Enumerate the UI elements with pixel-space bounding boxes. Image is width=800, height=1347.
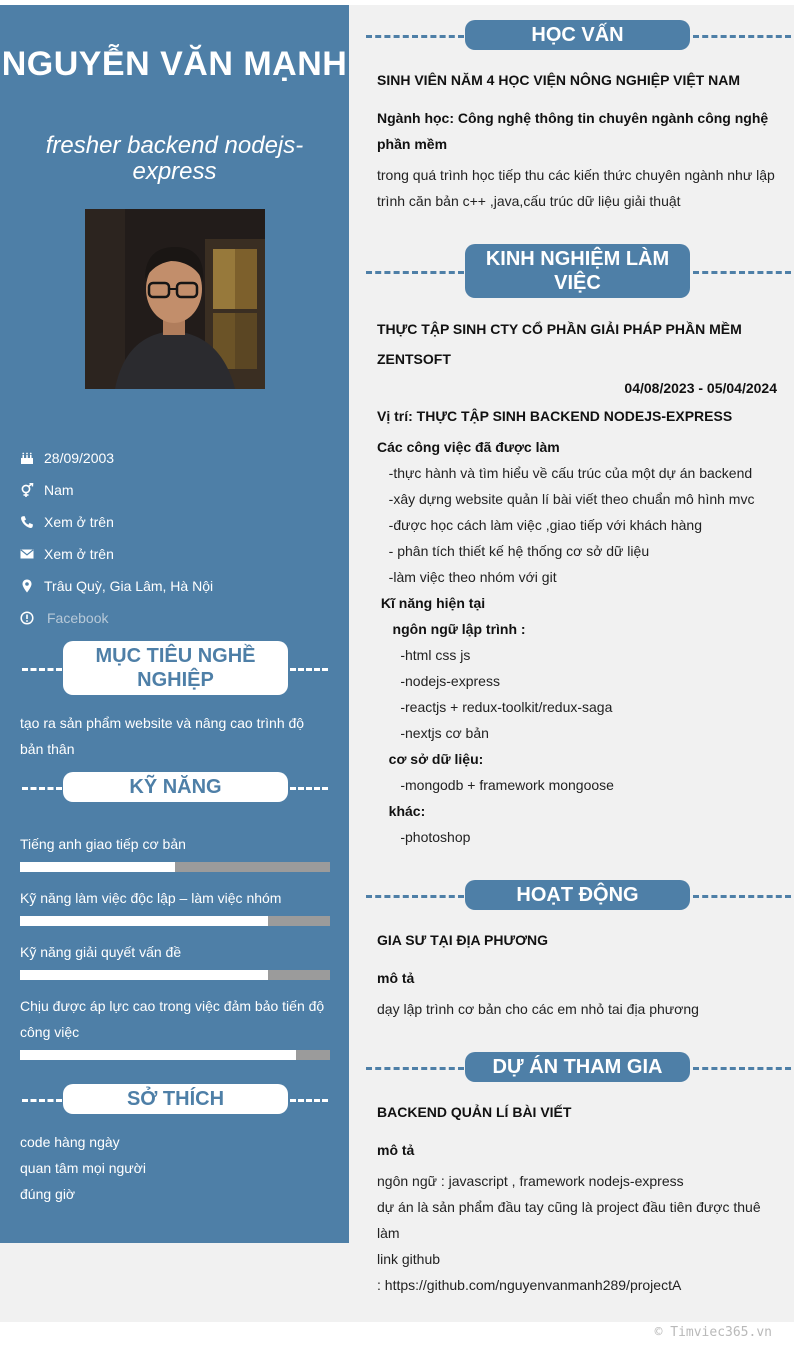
contact-email xyxy=(20,538,340,570)
experience-line: -mongodb + framework mongoose xyxy=(377,777,614,793)
heading-divider xyxy=(22,1099,62,1102)
skill-bar xyxy=(20,916,330,926)
heading-divider xyxy=(290,1099,328,1102)
hobbies-heading xyxy=(0,1084,349,1114)
heading-divider xyxy=(22,787,62,790)
project-name: BACKEND QUẢN LÍ BÀI VIẾT xyxy=(377,1104,572,1120)
email-value: Xem ở trên xyxy=(44,546,114,562)
skill-bar-fill xyxy=(20,970,268,980)
heading-divider xyxy=(290,787,328,790)
activity-description: dạy lập trình cơ bản cho các em nhỏ tai địa phương xyxy=(377,1001,699,1017)
skill-bar xyxy=(20,1050,330,1060)
hobbies-list xyxy=(20,1129,330,1207)
skill-label: Chịu được áp lực cao trong việc đảm bảo tiến độ công việc xyxy=(20,998,325,1040)
project-github-link[interactable]: : https://github.com/nguyenvanmanh289/projectA xyxy=(377,1277,682,1293)
education-description: trong quá trình học tiếp thu các kiến thức chuyên ngành như lập trình căn bản c++ ,java,cấu trúc dữ liệu giải thuật xyxy=(377,167,775,209)
activity-name: GIA SƯ TẠI ĐỊA PHƯƠNG xyxy=(377,932,549,948)
heading-divider xyxy=(693,35,791,38)
birthday-value: 28/09/2003 xyxy=(44,450,115,466)
heading-divider xyxy=(693,895,791,898)
education-heading xyxy=(366,20,794,50)
candidate-title: fresher backend nodejs-express xyxy=(45,132,304,185)
experience-line: -photoshop xyxy=(377,829,471,845)
footer-watermark: © Timviec365.vn xyxy=(654,1325,772,1340)
experience-position: Vị trí: THỰC TẬP SINH BACKEND NODEJS-EXPRESS xyxy=(377,408,733,424)
experience-line: Kĩ năng hiện tại xyxy=(377,595,486,611)
heading-divider xyxy=(366,1067,464,1070)
skill-bar-fill xyxy=(20,916,268,926)
skills-heading-label: KỸ NĂNG xyxy=(63,772,288,802)
project-details xyxy=(377,1168,777,1298)
skill-bar xyxy=(20,970,330,980)
mail-icon xyxy=(20,546,44,562)
activity-desc-label: mô tả xyxy=(377,970,415,986)
skill-label: Kỹ năng làm việc độc lập – làm việc nhóm xyxy=(20,890,282,906)
heading-divider xyxy=(366,271,464,274)
phone-value: Xem ở trên xyxy=(44,514,114,530)
education-heading-label: HỌC VẤN xyxy=(465,20,690,50)
contact-gender xyxy=(20,474,340,506)
experience-line: -nodejs-express xyxy=(377,673,500,689)
cv-page xyxy=(0,5,794,1322)
facebook-link[interactable]: Facebook xyxy=(47,610,109,626)
education-major: Ngành học: Công nghệ thông tin chuyên ngành công nghệ phần mềm xyxy=(377,110,769,152)
hobby-item: đúng giờ xyxy=(20,1186,76,1202)
location-pin-icon xyxy=(20,578,44,594)
experience-line: ngôn ngữ lập trình : xyxy=(377,621,526,637)
skill-bar xyxy=(20,862,330,872)
activities-heading-label: HOẠT ĐỘNG xyxy=(465,880,690,910)
sidebar xyxy=(0,5,349,1243)
heading-divider xyxy=(22,668,62,671)
info-icon xyxy=(20,610,44,626)
heading-divider xyxy=(290,668,328,671)
projects-heading xyxy=(366,1052,794,1082)
avatar xyxy=(85,209,265,389)
objective-heading-label: MỤC TIÊU NGHỀ NGHIỆP xyxy=(63,641,288,695)
objective-heading xyxy=(0,641,349,695)
skill-item xyxy=(20,993,330,1060)
experience-details xyxy=(377,434,777,850)
activities-heading xyxy=(366,880,794,910)
avatar-photo xyxy=(85,209,265,389)
candidate-name: NGUYỄN VĂN MẠNH xyxy=(1,45,348,83)
skill-item xyxy=(20,831,330,872)
project-line: ngôn ngữ : javascript , framework nodejs-express xyxy=(377,1173,684,1189)
experience-heading-label: KINH NGHIỆM LÀM VIỆC xyxy=(465,244,690,298)
experience-line: Các công việc đã được làm xyxy=(377,439,560,455)
skill-label: Kỹ năng giải quyết vấn đề xyxy=(20,944,182,960)
experience-line: -làm việc theo nhóm với git xyxy=(377,569,557,585)
experience-dates: 04/08/2023 - 05/04/2024 xyxy=(624,380,777,396)
experience-line: -html css js xyxy=(377,647,471,663)
hobby-item: quan tâm mọi người xyxy=(20,1160,146,1176)
projects-heading-label: DỰ ÁN THAM GIA xyxy=(465,1052,690,1082)
experience-line: -xây dựng website quản lí bài viết theo chuẩn mô hình mvc xyxy=(377,491,755,507)
experience-line: -reactjs + redux-toolkit/redux-saga xyxy=(377,699,613,715)
address-value: Trâu Quỳ, Gia Lâm, Hà Nội xyxy=(44,578,214,594)
heading-divider xyxy=(693,1067,791,1070)
gender-icon xyxy=(20,482,44,498)
experience-line: cơ sở dữ liệu: xyxy=(377,751,484,767)
experience-line: khác: xyxy=(377,803,426,819)
experience-line: - phân tích thiết kế hệ thống cơ sở dữ liệu xyxy=(377,543,650,559)
heading-divider xyxy=(693,271,791,274)
hobbies-heading-label: SỞ THÍCH xyxy=(63,1084,288,1114)
heading-divider xyxy=(366,35,464,38)
skill-item xyxy=(20,885,330,926)
project-desc-label: mô tả xyxy=(377,1142,415,1158)
phone-icon xyxy=(20,514,44,530)
contact-address xyxy=(20,570,340,602)
project-line: dự án là sản phẩm đầu tay cũng là project đầu tiên được thuê làm xyxy=(377,1199,761,1241)
skill-bar-fill xyxy=(20,1050,296,1060)
cake-icon xyxy=(20,450,44,466)
contact-social[interactable] xyxy=(20,602,340,634)
experience-line: -thực hành và tìm hiểu về cấu trúc của một dự án backend xyxy=(377,465,753,481)
contact-phone xyxy=(20,506,340,538)
contact-birthday xyxy=(20,442,340,474)
contact-list xyxy=(20,442,340,634)
experience-line: -được học cách làm việc ,giao tiếp với khách hàng xyxy=(377,517,703,533)
skill-label: Tiếng anh giao tiếp cơ bản xyxy=(20,836,186,852)
objective-text: tạo ra sản phẩm website và nâng cao trình độ bản thân xyxy=(20,715,305,757)
skill-bar-fill xyxy=(20,862,175,872)
project-line: link github xyxy=(377,1251,441,1267)
hobby-item: code hàng ngày xyxy=(20,1134,120,1150)
experience-company: THỰC TẬP SINH CTY CỔ PHẦN GIẢI PHÁP PHẦN MỀM ZENTSOFT xyxy=(377,321,742,367)
education-school: SINH VIÊN NĂM 4 HỌC VIỆN NÔNG NGHIỆP VIỆT NAM xyxy=(377,72,741,88)
heading-divider xyxy=(366,895,464,898)
experience-heading xyxy=(366,244,794,298)
skill-item xyxy=(20,939,330,980)
gender-value: Nam xyxy=(44,482,74,498)
skills-heading xyxy=(0,772,349,802)
experience-line: -nextjs cơ bản xyxy=(377,725,489,741)
